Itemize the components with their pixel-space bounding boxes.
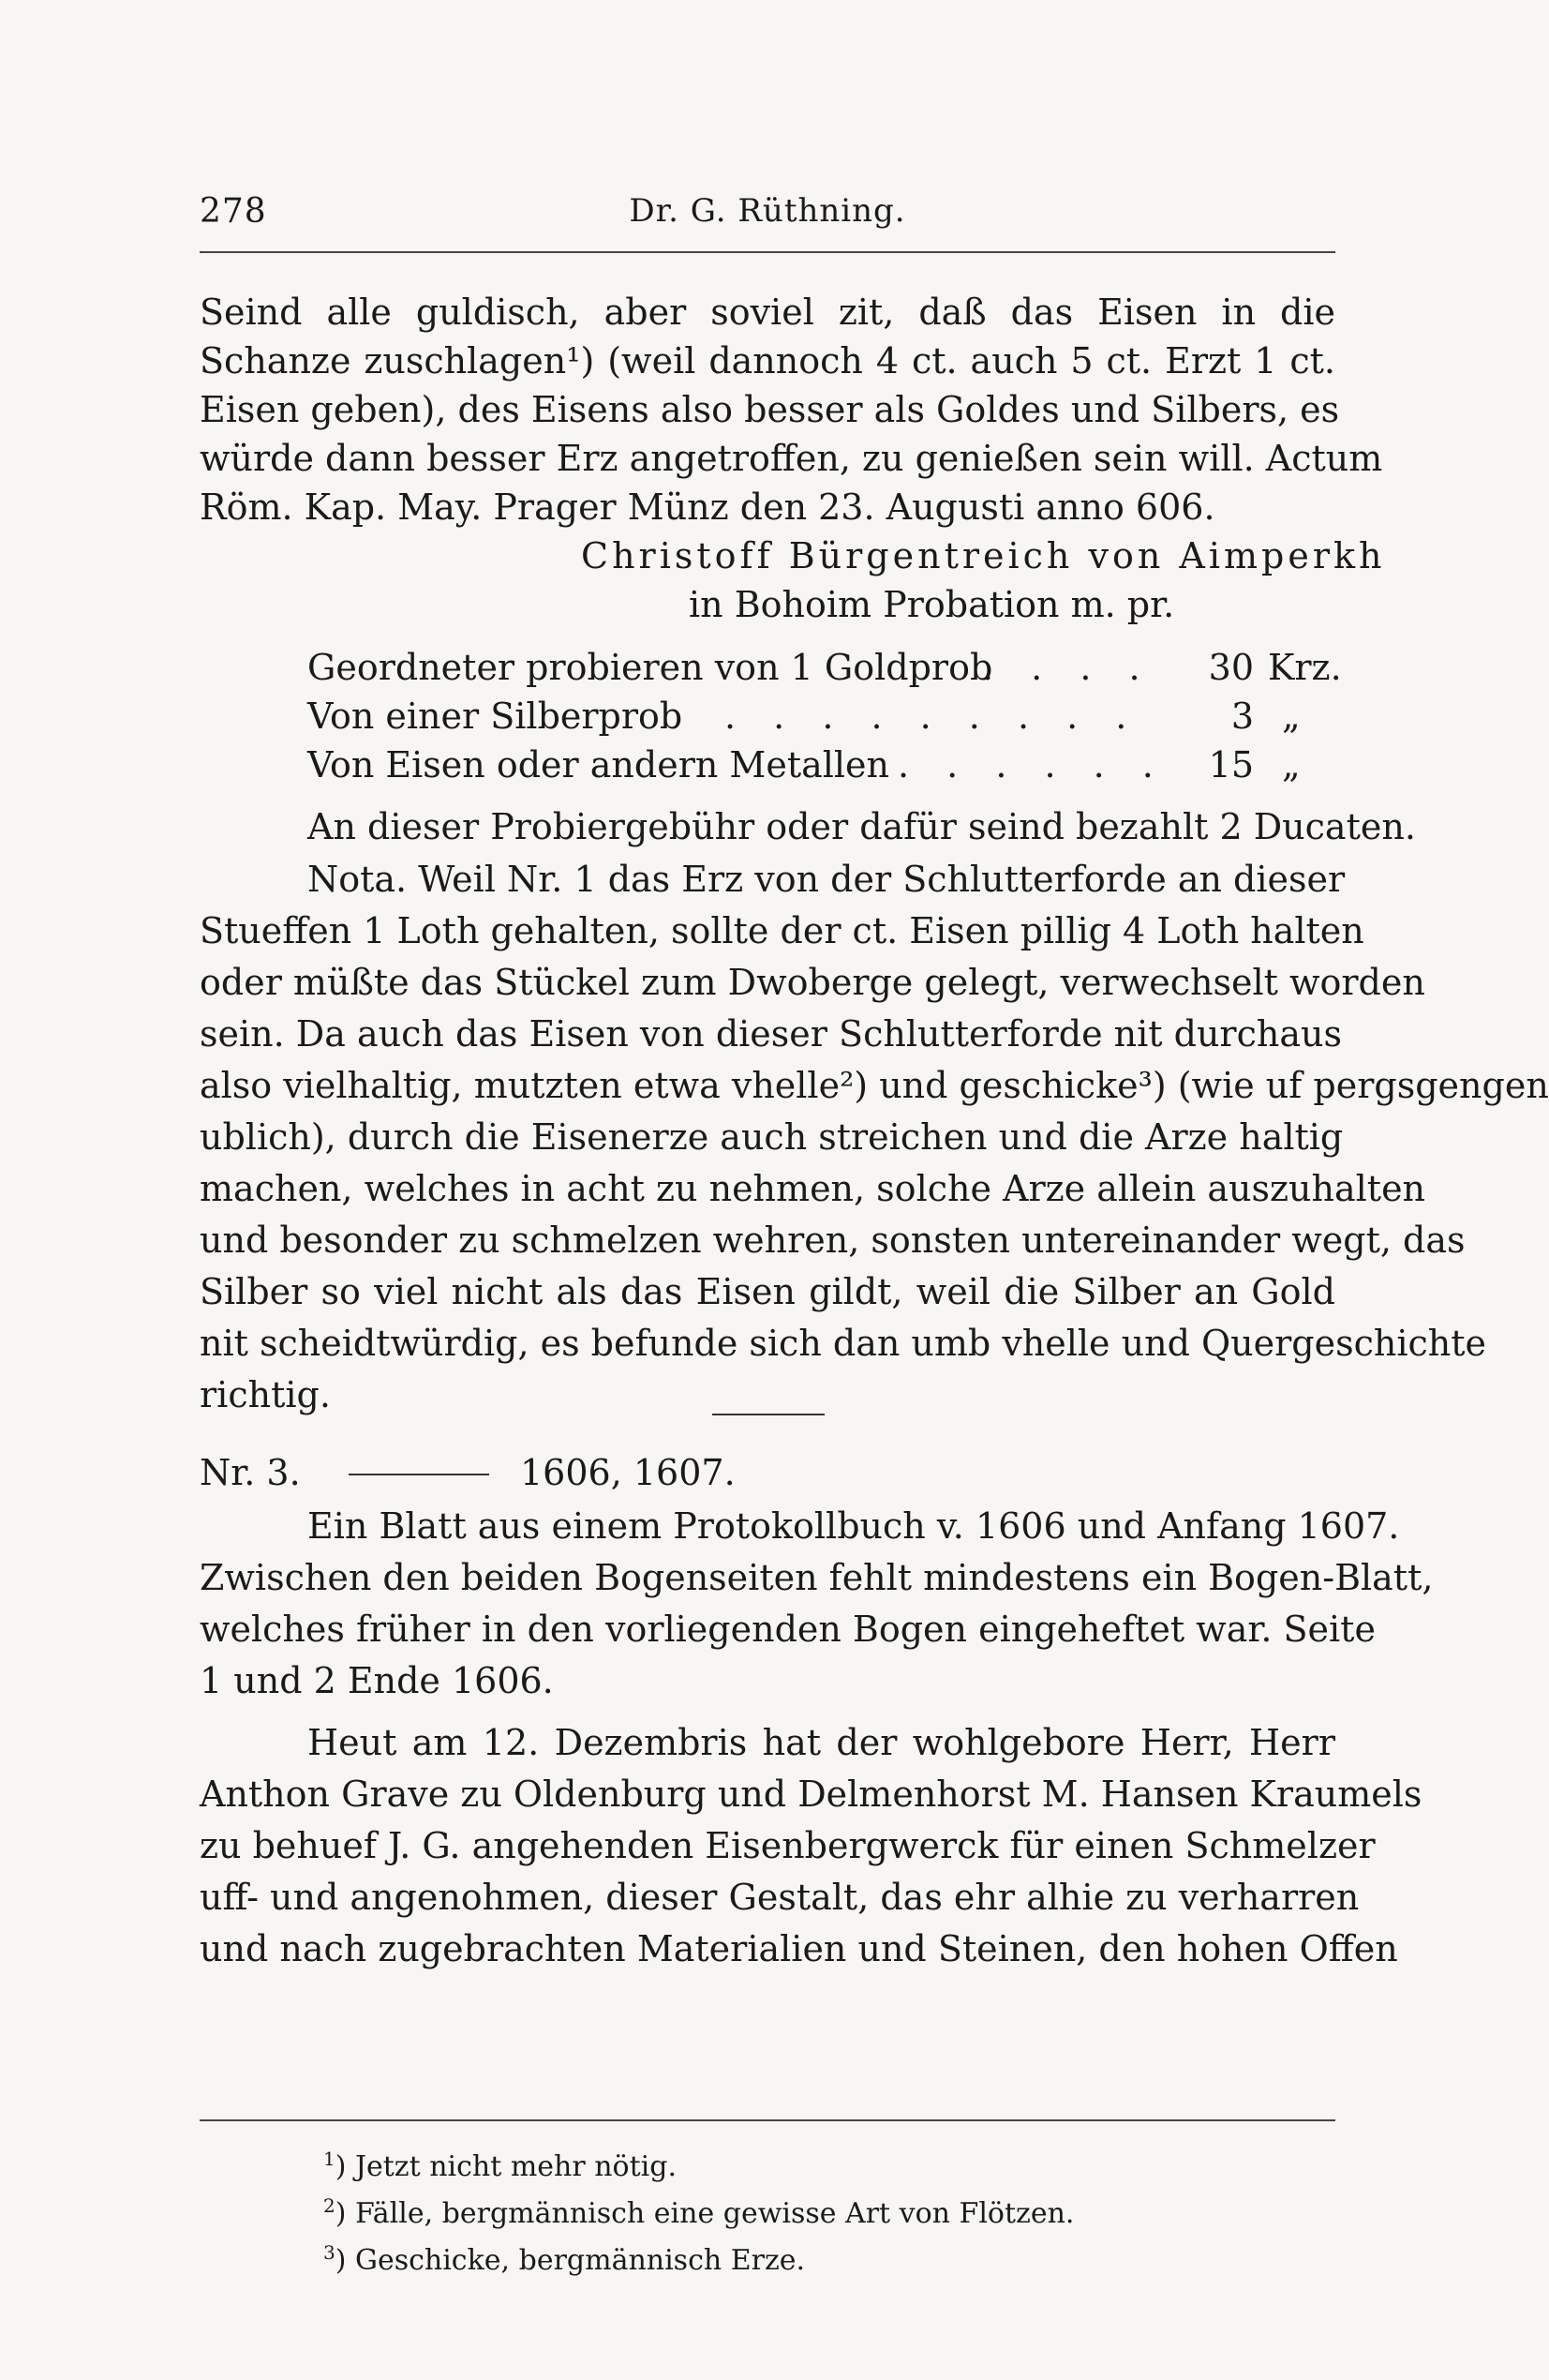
title-dash <box>349 1474 489 1475</box>
fee-row <box>307 643 1342 692</box>
text-line: Nota. Weil Nr. 1 das Erz von der Schlutterforde an dieser <box>307 859 1346 900</box>
text-line: würde dann besser Erz angetroffen, zu genießen sein will. Actum <box>200 438 1383 479</box>
fee-unit: „ <box>1282 696 1301 737</box>
fee-row <box>307 692 1335 741</box>
text-line: Heut am 12. Dezembris hat der wohlgebore Herr, Herr <box>307 1722 1335 1763</box>
section-divider <box>712 1414 825 1415</box>
text-line: uff- und angenohmen, dieser Gestalt, das ehr alhie zu verharren <box>200 1877 1360 1918</box>
text-line: also vielhaltig, mutzten etwa vhelle²) und geschicke³) (wie uf pergsgengen <box>200 1065 1549 1106</box>
text-line: Zwischen den beiden Bogenseiten fehlt mindestens ein Bogen-Blatt, <box>200 1557 1434 1598</box>
fee-row <box>307 741 1335 789</box>
text-line: Eisen geben), des Eisens also besser als Goldes und Silbers, es <box>200 389 1340 430</box>
footnote-text: ) Geschicke, bergmännisch Erze. <box>335 2244 806 2277</box>
text-line: welches früher in den vorliegenden Bogen eingeheftet war. Seite <box>200 1609 1376 1650</box>
footnote-rule <box>200 2119 1335 2121</box>
footnote-text: ) Jetzt nicht mehr nötig. <box>335 2150 678 2183</box>
text-line: machen, welches in acht zu nehmen, solche Arze allein auszuhalten <box>200 1168 1426 1209</box>
fee-dots: . . . . . . <box>898 744 1167 786</box>
fee-unit: Krz. <box>1268 647 1342 688</box>
text-line: Stueffen 1 Loth gehalten, sollte der ct. Eisen pillig 4 Loth halten <box>200 910 1364 951</box>
footnote <box>323 2185 1074 2235</box>
fee-amount: 15 <box>1208 744 1254 786</box>
section-years: 1606, 1607. <box>520 1452 736 1493</box>
footnote-mark: 2 <box>323 2194 335 2217</box>
fee-amount: 3 <box>1230 696 1254 737</box>
text-line: und besonder zu schmelzen wehren, sonsten untereinander wegt, das <box>200 1220 1466 1261</box>
header-rule <box>200 251 1335 253</box>
page-header <box>200 192 1335 239</box>
text-line: oder müßte das Stückel zum Dwoberge gelegt, verwechselt worden <box>200 962 1425 1003</box>
text-line: 1 und 2 Ende 1606. <box>200 1660 554 1701</box>
fee-dots: . . . . <box>982 647 1154 688</box>
fee-unit: „ <box>1282 744 1301 786</box>
text-line: Seind alle guldisch, aber soviel zit, daß das Eisen in die <box>200 292 1335 333</box>
signature-line: Christoff Bürgentreich von Aimperkh <box>581 535 1386 576</box>
text-line: ublich), durch die Eisenerze auch streichen und die Arze haltig <box>200 1116 1344 1158</box>
fee-description: Geordneter probieren von 1 Goldprob <box>307 647 993 688</box>
text-line: Schanze zuschlagen¹) (weil dannoch 4 ct. auch 5 ct. Erzt 1 ct. <box>200 340 1335 382</box>
text-line: Anthon Grave zu Oldenburg und Delmenhorst M. Hansen Kraumels <box>200 1774 1422 1815</box>
text-line: Ein Blatt aus einem Protokollbuch v. 1606 und Anfang 1607. <box>307 1505 1400 1547</box>
text-line: Röm. Kap. May. Prager Münz den 23. Augusti anno 606. <box>200 486 1215 528</box>
text-line: nit scheidtwürdig, es befunde sich dan umb vhelle und Quergeschichte <box>200 1323 1486 1364</box>
section-number: Nr. 3. <box>200 1452 301 1493</box>
text-line: Silber so viel nicht als das Eisen gildt, weil die Silber an Gold <box>200 1271 1335 1312</box>
text-line: zu behuef J. G. angehenden Eisenbergwerck für einen Schmelzer <box>200 1825 1376 1866</box>
fee-amount: 30 <box>1208 647 1254 688</box>
footnote-mark: 3 <box>323 2241 335 2264</box>
page-number: 278 <box>200 192 267 231</box>
text-line: und nach zugebrachten Materialien und Steinen, den hohen Offen <box>200 1928 1398 1969</box>
footnote-text: ) Fälle, bergmännisch eine gewisse Art von Flötzen. <box>335 2197 1075 2230</box>
footnote-mark: 1 <box>323 2148 335 2170</box>
fee-dots: . . . . . . . . . <box>724 696 1140 737</box>
text-line: sein. Da auch das Eisen von dieser Schlutterforde nit durchaus <box>200 1013 1342 1055</box>
fee-description: Von einer Silberprob <box>307 696 683 737</box>
footnote <box>323 2138 677 2188</box>
footnote <box>323 2232 805 2282</box>
text-line: An dieser Probiergebühr oder dafür seind bezahlt 2 Ducaten. <box>307 806 1416 847</box>
fee-description: Von Eisen oder andern Metallen <box>307 744 890 786</box>
signature-line: in Bohoim Probation m. pr. <box>689 584 1175 625</box>
running-head: Dr. G. Rüthning. <box>629 192 906 230</box>
text-line: richtig. <box>200 1374 331 1415</box>
